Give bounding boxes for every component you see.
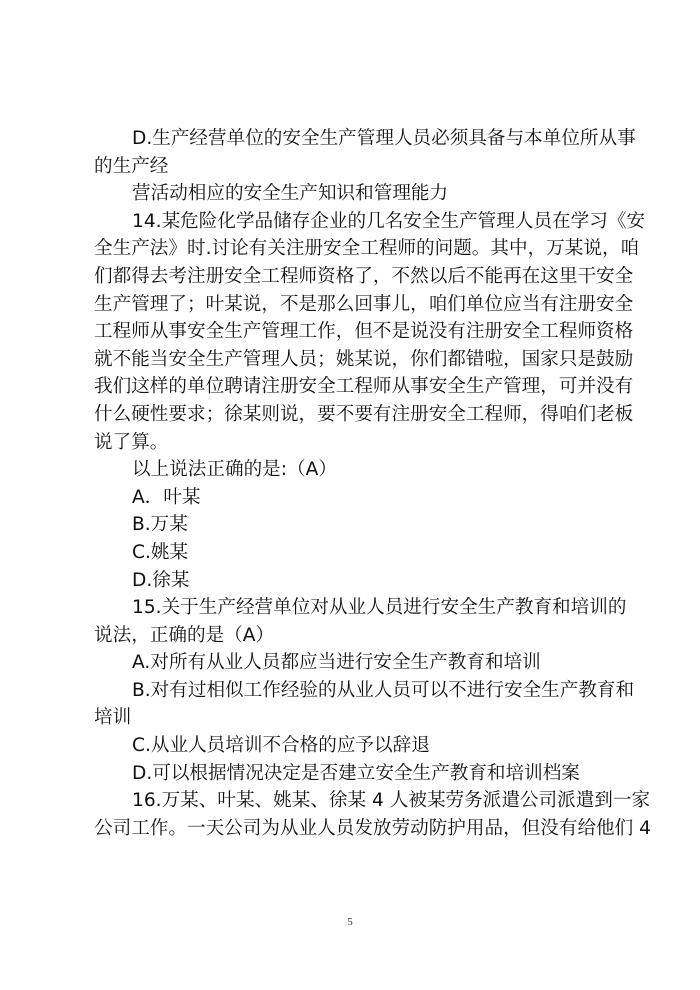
option-b: B.对有过相似工作经验的从业人员可以不进行安全生产教育和 — [132, 679, 635, 701]
question-15-text: 15.关于生产经营单位对从业人员进行安全生产教育和培训的 — [132, 597, 627, 619]
text-line: 什么硬性要求；徐某则说，要不要有注册安全工程师，得咱们老板 — [94, 403, 634, 425]
answer-line: 以上说法正确的是:（A） — [132, 459, 337, 481]
question-16-text: 16.万某、叶某、姚某、徐某 4 人被某劳务派遣公司派遣到一家 — [132, 790, 651, 812]
option-c: C.姚某 — [132, 541, 189, 563]
page-number: 5 — [347, 916, 353, 928]
text-line: 公司工作。一天公司为从业人员发放劳动防护用品，但没有给他们 4 — [94, 817, 651, 839]
option-d: D.可以根据情况决定是否建立安全生产教育和培训档案 — [132, 762, 580, 784]
text-line: 们都得去考注册安全工程师资格了，不然以后不能再在这里干安全 — [94, 265, 634, 287]
text-line: 培训 — [94, 707, 132, 729]
text-line: 就不能当安全生产管理人员；姚某说，你们都错啦，国家只是鼓励 — [94, 348, 634, 370]
text-line: 说了算。 — [94, 431, 169, 453]
question-14-text: 14.某危险化学品储存企业的几名安全生产管理人员在学习《安 — [132, 210, 646, 232]
option-a: A.对所有从业人员都应当进行安全生产教育和培训 — [132, 652, 541, 674]
option-c: C.从业人员培训不合格的应予以辞退 — [132, 735, 430, 757]
document-body — [94, 125, 651, 842]
text-line: 生产管理了；叶某说，不是那么回事儿，咱们单位应当有注册安全 — [94, 293, 634, 315]
option-d: D.徐某 — [132, 569, 190, 591]
text-line: 工程师从事安全生产管理工作，但不是说没有注册安全工程师资格 — [94, 321, 634, 343]
option-a: A．叶某 — [132, 486, 201, 508]
text-line: 说法，正确的是（A） — [94, 624, 275, 646]
text-line: 营活动相应的安全生产知识和管理能力 — [132, 183, 449, 205]
text-line: D.生产经营单位的安全生产管理人员必须具备与本单位所从事 — [132, 128, 636, 149]
text-line: 我们这样的单位聘请注册安全工程师从事安全生产管理，可并没有 — [94, 376, 634, 398]
text-line: 全生产法》时.讨论有关注册安全工程师的问题。其中，万某说，咱 — [94, 238, 640, 260]
option-b: B.万某 — [132, 514, 188, 536]
text-line: 的生产经 — [94, 155, 169, 177]
